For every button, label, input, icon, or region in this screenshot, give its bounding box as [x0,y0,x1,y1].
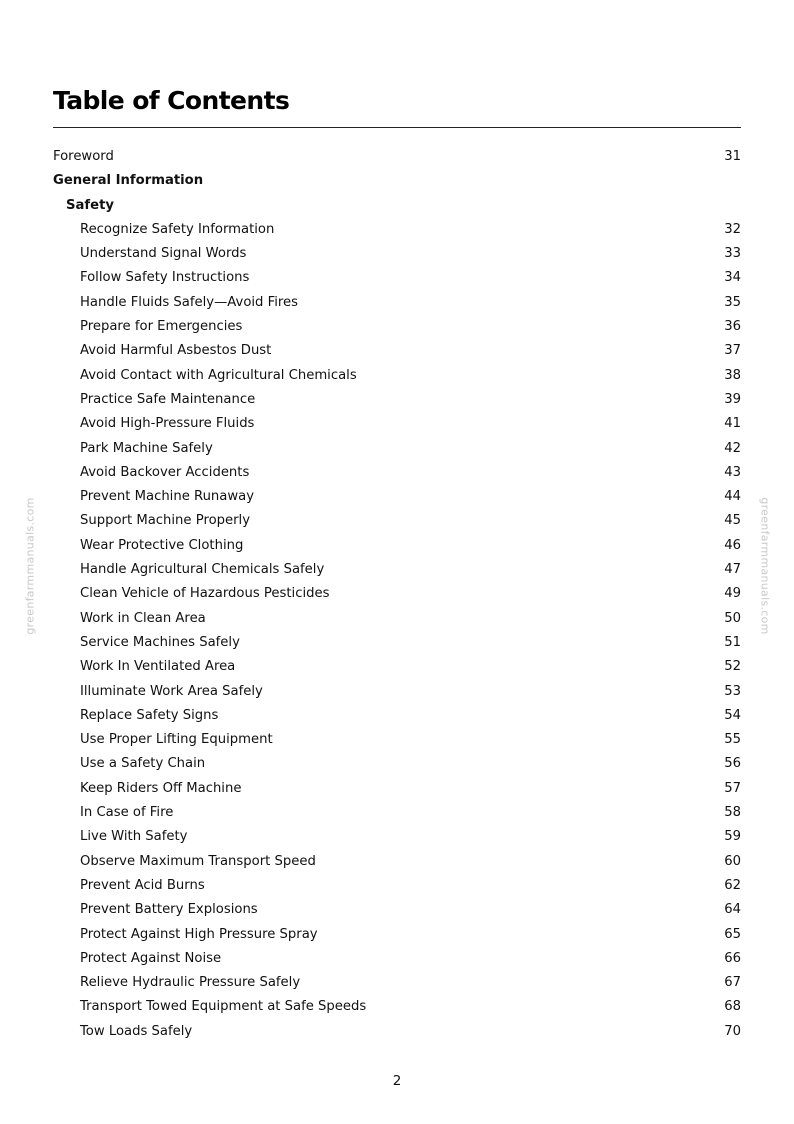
toc-entry-label: Prevent Machine Runaway [80,489,255,505]
toc-entry-page: 31 [724,149,741,164]
toc-entry-label: Handle Fluids Safely—Avoid Fires [80,294,299,310]
toc-entry-label: Live With Safety [80,829,188,845]
watermark-right: greenfarmmanuals.com [758,497,772,635]
toc-entry-page: 67 [724,975,741,991]
toc-entry-label: Tow Loads Safely [80,1023,193,1039]
toc-entry-label: Prepare for Emergencies [80,319,243,335]
toc-entry-label: In Case of Fire [80,805,174,821]
toc-entry-label: Avoid Contact with Agricultural Chemicals [80,367,357,383]
toc-entry-label: Foreword [53,149,114,164]
toc-entry-page: 42 [724,440,741,456]
toc-entry[interactable] [53,266,741,290]
toc-entry[interactable] [53,898,741,922]
toc-entry-page: 49 [724,586,741,602]
toc-entry-page: 59 [724,829,741,845]
toc-entry-page: 46 [724,537,741,553]
toc-entry[interactable] [53,145,741,169]
toc-entry[interactable] [53,218,741,242]
toc-entry[interactable] [53,388,741,412]
toc-entry-page: 56 [724,756,741,772]
toc-entry[interactable] [53,461,741,485]
toc-entry-page: 32 [724,221,741,237]
toc-entry[interactable] [53,825,741,849]
toc-entry-label: Prevent Battery Explosions [80,902,258,918]
toc-entry-label: Use Proper Lifting Equipment [80,732,273,748]
toc-entry[interactable] [53,412,741,436]
toc-entry[interactable] [53,242,741,266]
toc-entry-label: Support Machine Properly [80,513,251,529]
toc-entry-page: 36 [724,319,741,335]
toc-entry[interactable] [53,850,741,874]
watermark-left: greenfarmmanuals.com [23,497,37,635]
toc-entry-label: Protect Against Noise [80,950,222,966]
toc-entry-page: 55 [724,732,741,748]
toc-entry-label: Work in Clean Area [80,610,206,626]
toc-entry-label: Work In Ventilated Area [80,659,236,675]
toc-entry-page: 66 [724,950,741,966]
toc-entry-page: 35 [724,294,741,310]
toc-entry-page: 45 [724,513,741,529]
toc-entry-page: 60 [724,853,741,869]
toc-entry-page: 53 [724,683,741,699]
toc-entry[interactable] [53,607,741,631]
toc-entry-label: Replace Safety Signs [80,707,219,723]
toc-entry[interactable] [53,558,741,582]
toc-entry-label: Recognize Safety Information [80,221,275,237]
title-divider [53,127,741,128]
toc-entry-label: Practice Safe Maintenance [80,391,256,407]
toc-entry-page: 64 [724,902,741,918]
toc-entry[interactable] [53,801,741,825]
toc-entry-label: Wear Protective Clothing [80,537,244,553]
toc-entry-label: Avoid High-Pressure Fluids [80,416,255,432]
toc-entry[interactable] [53,194,741,218]
toc-entry[interactable] [53,315,741,339]
toc-entry-page: 54 [724,707,741,723]
toc-entry-label: Clean Vehicle of Hazardous Pesticides [80,586,330,602]
toc-entry[interactable] [53,777,741,801]
toc-entry-page: 34 [724,270,741,286]
toc-entry[interactable] [53,437,741,461]
toc-entry-label: Safety [66,197,114,213]
toc-entry-label: General Information [53,173,204,189]
toc-entry-label: Handle Agricultural Chemicals Safely [80,562,325,578]
page-number: 2 [392,1073,402,1089]
toc-entry[interactable] [53,485,741,509]
toc-entry-label: Observe Maximum Transport Speed [80,853,316,869]
toc-entry-page: 43 [724,464,741,480]
toc-entry-label: Use a Safety Chain [80,756,206,772]
toc-entry-label: Avoid Backover Accidents [80,464,250,480]
toc-entry-page: 38 [724,367,741,383]
toc-entry-page: 51 [724,634,741,650]
toc-entry[interactable] [53,752,741,776]
toc-entry-page: 65 [724,926,741,942]
toc-list [53,145,741,1044]
toc-entry-page: 47 [724,562,741,578]
toc-entry-label: Relieve Hydraulic Pressure Safely [80,975,301,991]
toc-entry[interactable] [53,995,741,1019]
toc-entry[interactable] [53,923,741,947]
toc-entry-label: Illuminate Work Area Safely [80,683,263,699]
toc-entry-page: 68 [724,999,741,1015]
toc-entry[interactable] [53,509,741,533]
toc-entry-page: 39 [724,391,741,407]
toc-entry[interactable] [53,534,741,558]
toc-entry-label: Protect Against High Pressure Spray [80,926,318,942]
toc-entry[interactable] [53,364,741,388]
toc-entry[interactable] [53,631,741,655]
toc-entry[interactable] [53,947,741,971]
toc-entry[interactable] [53,291,741,315]
toc-entry-page: 70 [724,1023,741,1039]
toc-entry-label: Transport Towed Equipment at Safe Speeds [80,999,367,1015]
toc-entry[interactable] [53,339,741,363]
toc-entry-page: 62 [724,877,741,893]
toc-entry-label: Service Machines Safely [80,634,240,650]
toc-entry[interactable] [53,704,741,728]
toc-entry[interactable] [53,169,741,193]
toc-entry-label: Follow Safety Instructions [80,270,250,286]
toc-entry[interactable] [53,971,741,995]
toc-entry[interactable] [53,1020,741,1044]
toc-entry-label: Keep Riders Off Machine [80,780,242,796]
toc-entry-page: 44 [724,489,741,505]
toc-entry[interactable] [53,655,741,679]
toc-entry-label: Park Machine Safely [80,440,213,456]
toc-entry-page: 41 [724,416,741,432]
toc-entry[interactable] [53,680,741,704]
toc-entry-label: Avoid Harmful Asbestos Dust [80,343,272,359]
toc-entry-page: 58 [724,805,741,821]
toc-entry-page: 57 [724,780,741,796]
toc-entry-label: Prevent Acid Burns [80,877,205,893]
toc-entry[interactable] [53,728,741,752]
toc-entry-label: Understand Signal Words [80,246,247,262]
toc-entry-page: 52 [724,659,741,675]
toc-entry-page: 37 [724,343,741,359]
toc-entry-page: 33 [724,246,741,262]
toc-entry[interactable] [53,582,741,606]
page-title: Table of Contents [53,86,290,115]
toc-entry[interactable] [53,874,741,898]
toc-entry-page: 50 [724,610,741,626]
